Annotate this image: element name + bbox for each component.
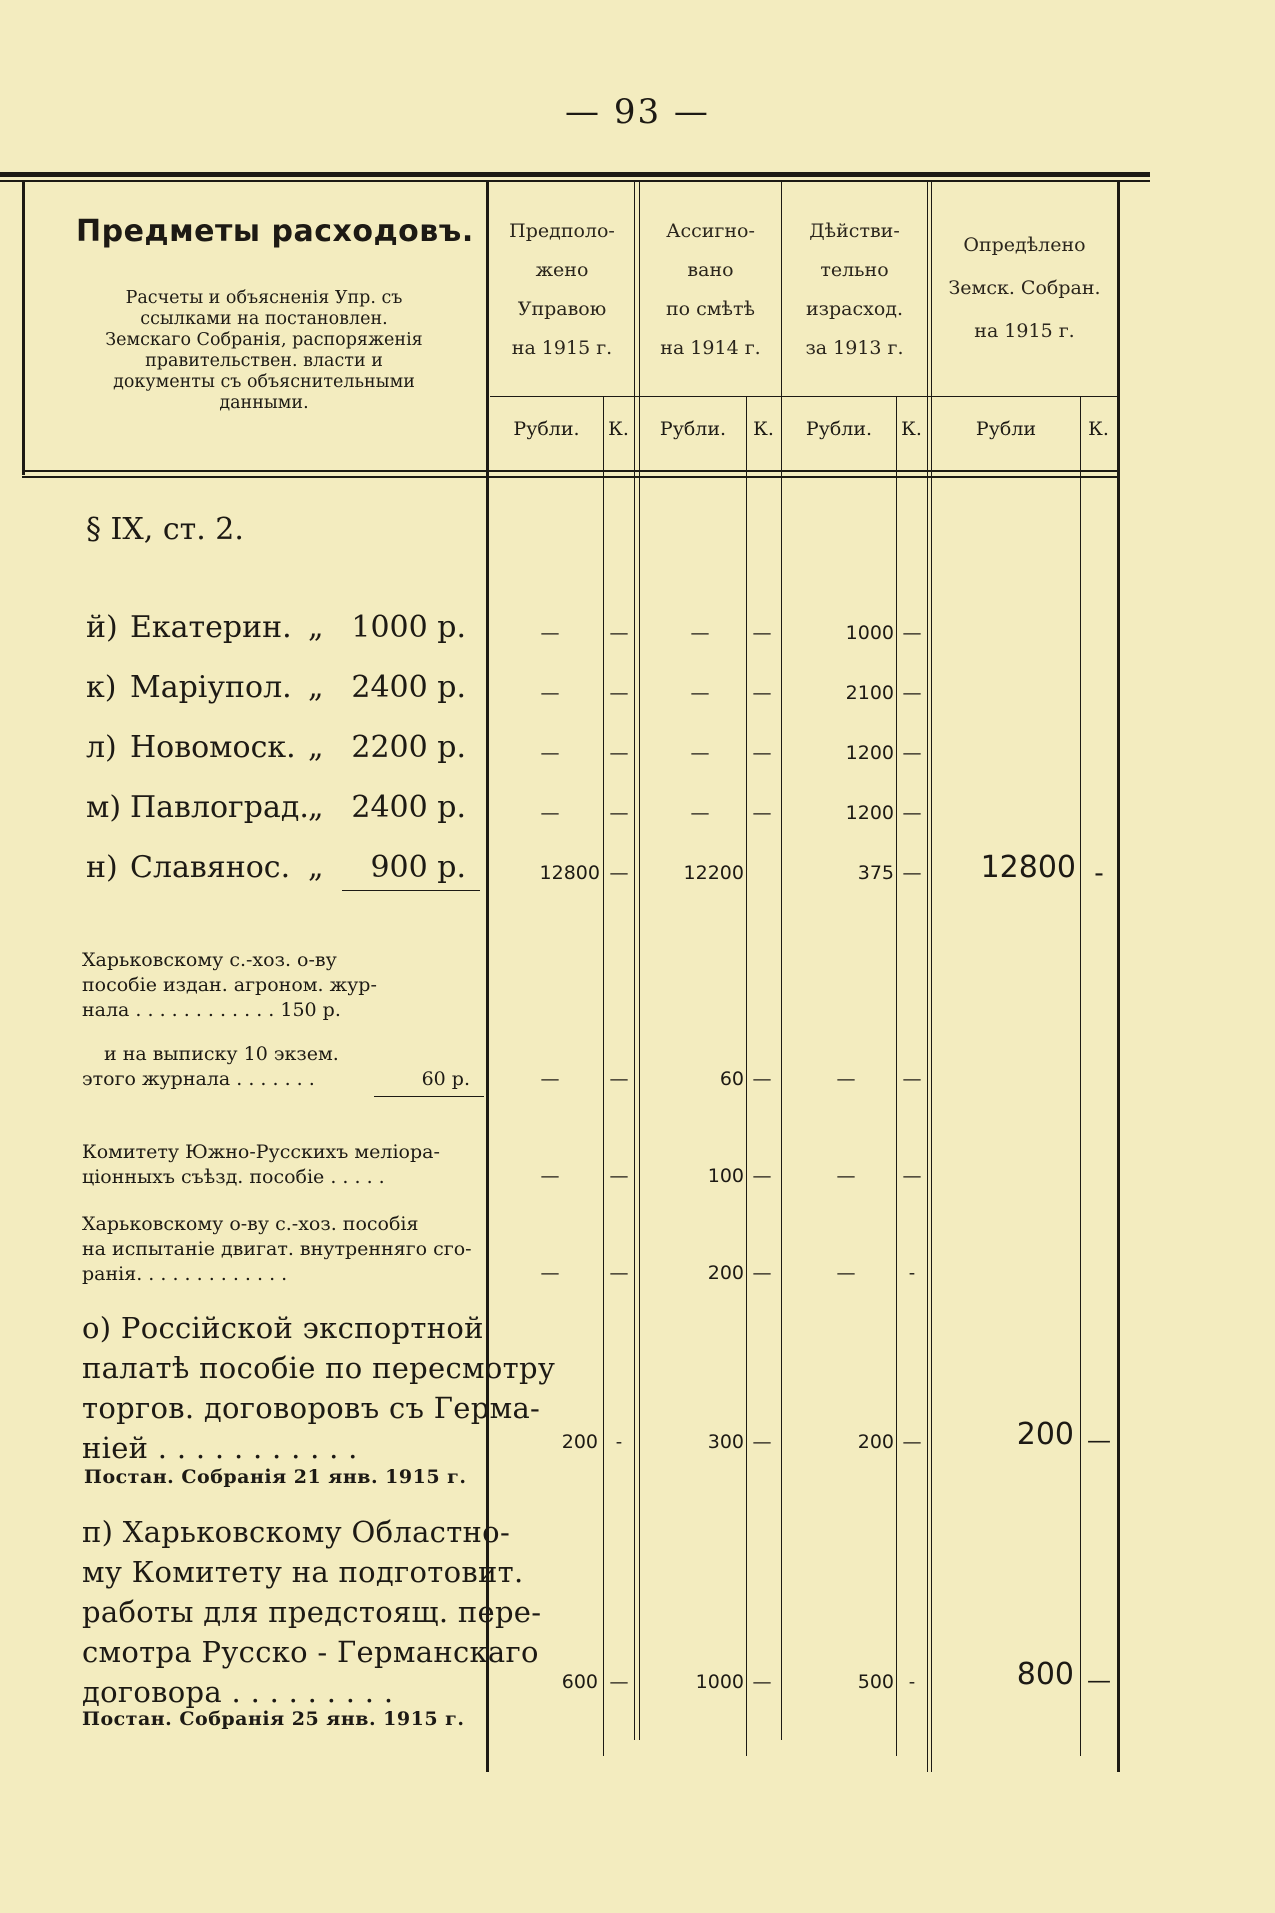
col-head-spent: Дѣйстви- тельно израсход. за 1913 г.: [805, 220, 904, 359]
rubli-label: Рубли.: [513, 418, 580, 440]
rubli-label: Рубли.: [805, 418, 873, 440]
col-head-assigned: Ассигно- вано по смѣтѣ на 1914 г.: [660, 220, 761, 359]
kop-label: К.: [901, 418, 922, 440]
kop-label: К.: [753, 418, 774, 440]
col-head-proposed: Предполо- жено Управою на 1915 г.: [509, 220, 615, 359]
page-number: — 93 —: [565, 92, 710, 132]
section-title: § IX, ст. 2.: [86, 512, 244, 547]
kop-label: К.: [608, 418, 629, 440]
rubli-label: Рубли.: [659, 418, 727, 440]
rubli-label: Рубли: [975, 418, 1037, 440]
kop-label: К.: [1088, 418, 1109, 440]
col-head-determined: Опредѣлено Земск. Собран. на 1915 г.: [948, 234, 1101, 342]
header-note: Расчеты и объясненія Упр. съ ссылками на постановлен. Земскаго Собранія, распоряженія правительствен. власти и документы съ объяснительными данными.: [105, 288, 423, 413]
header-title: Предметы расходовъ.: [76, 214, 474, 249]
